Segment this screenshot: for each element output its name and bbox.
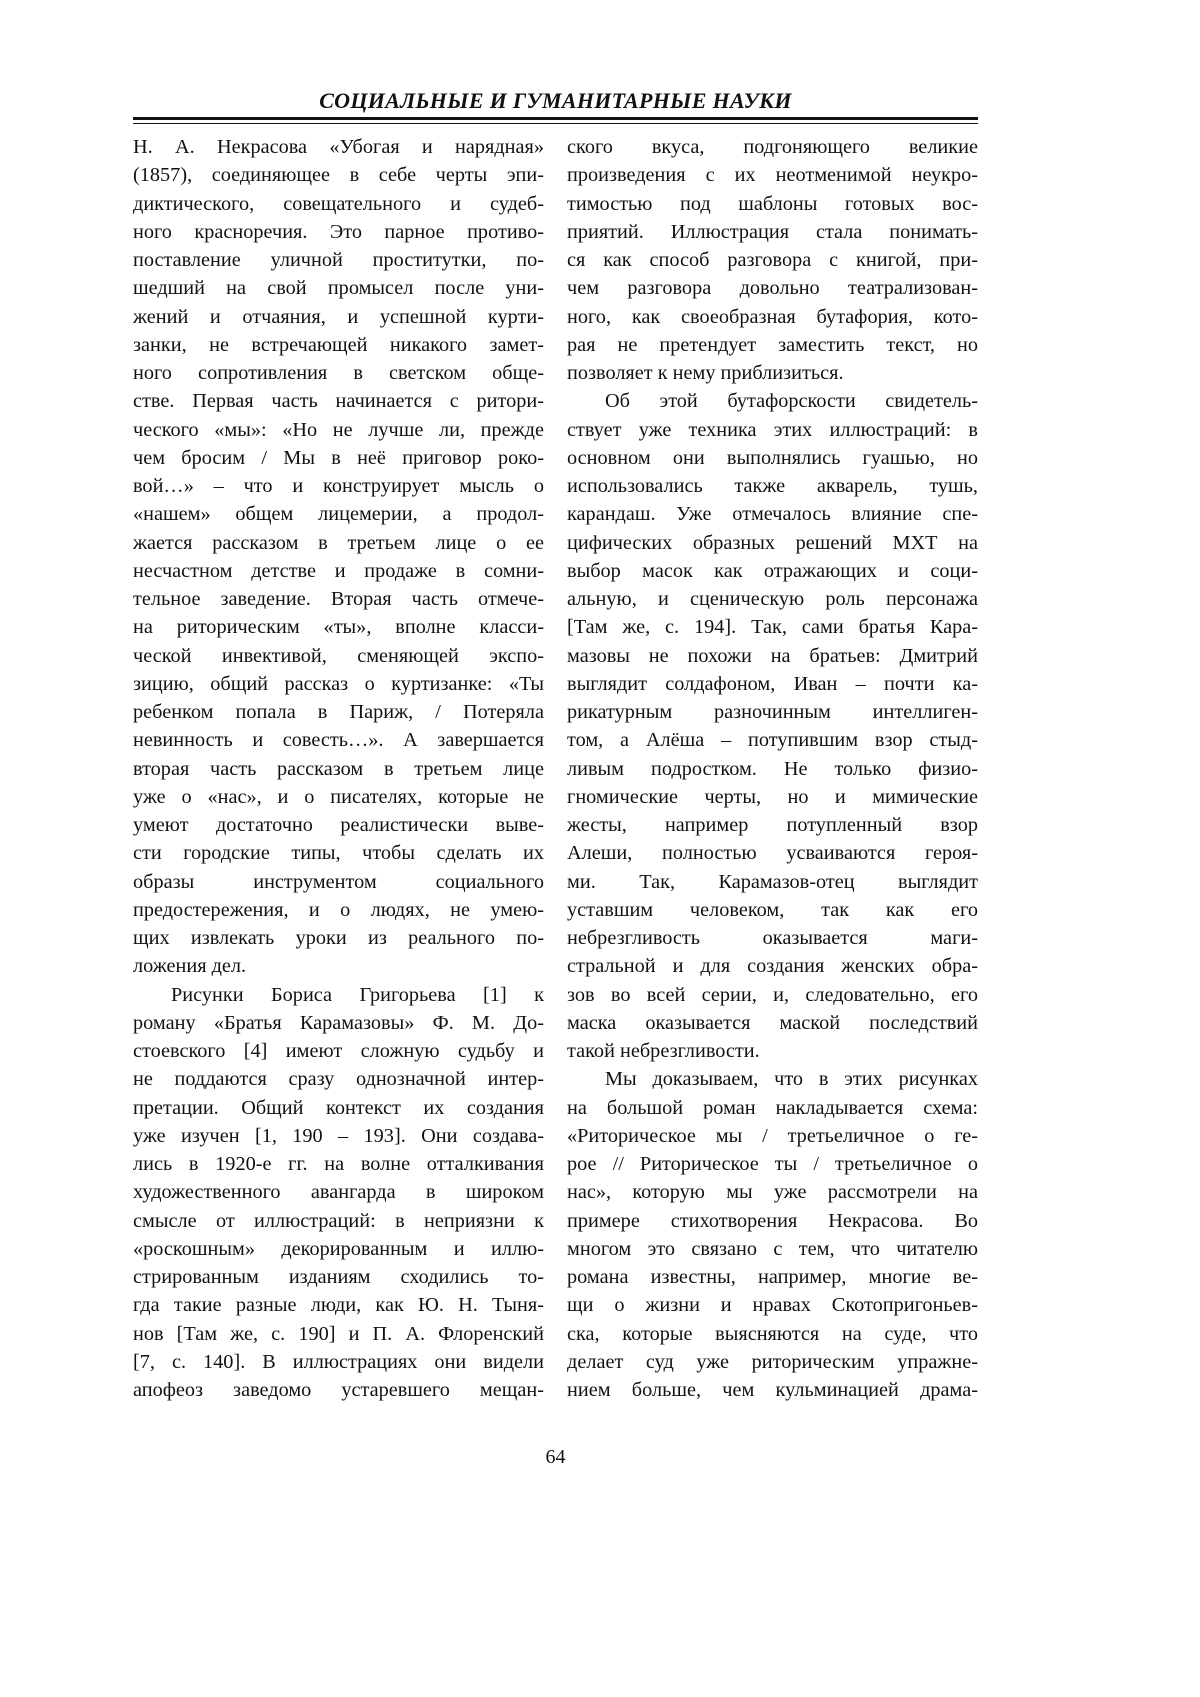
text-line: маска оказывается маской последствий [567, 1009, 978, 1037]
text-line: Рисунки Бориса Григорьева [1] к [133, 981, 544, 1009]
text-line: Н. А. Некрасова «Убогая и нарядная» [133, 133, 544, 161]
text-line: ческого «мы»: «Но не лучше ли, прежде [133, 416, 544, 444]
text-line: альную, и сценическую роль персонажа [567, 585, 978, 613]
text-line: занки, не встречающей никакого замет- [133, 331, 544, 359]
text-line: ствует уже техника этих иллюстраций: в [567, 416, 978, 444]
text-line: ного сопротивления в светском обще- [133, 359, 544, 387]
text-line: использовались также акварель, тушь, [567, 472, 978, 500]
paragraph [567, 387, 978, 1065]
text-line: Алеши, полностью усваиваются героя- [567, 839, 978, 867]
text-line: претации. Общий контекст их создания [133, 1094, 544, 1122]
text-line: щих извлекать уроки из реального по- [133, 924, 544, 952]
text-line: основном они выполнялись гуашью, но [567, 444, 978, 472]
right-column [567, 133, 978, 1404]
text-line: образы инструментом социального [133, 868, 544, 896]
text-line: щи о жизни и нравах Скотопригоньев- [567, 1291, 978, 1319]
text-line: нием больше, чем кульминацией драма- [567, 1376, 978, 1404]
text-line: невинность и совесть…». А завершается [133, 726, 544, 754]
text-line: смысле от иллюстраций: в неприязни к [133, 1207, 544, 1235]
text-line: тельное заведение. Вторая часть отмече- [133, 585, 544, 613]
text-line: выбор масок как отражающих и соци- [567, 557, 978, 585]
text-line: романа известны, например, многие ве- [567, 1263, 978, 1291]
text-line: шедший на свой промысел после уни- [133, 274, 544, 302]
text-line: на большой роман накладывается схема: [567, 1094, 978, 1122]
text-line: стоевского [4] имеют сложную судьбу и [133, 1037, 544, 1065]
text-line: стральной и для создания женских обра- [567, 952, 978, 980]
text-line: выглядит солдафоном, Иван – почти ка- [567, 670, 978, 698]
text-line: зицию, общий рассказ о куртизанке: «Ты [133, 670, 544, 698]
text-line: на риторическим «ты», вполне класси- [133, 613, 544, 641]
text-line: тимостью под шаблоны готовых вос- [567, 190, 978, 218]
text-line: не поддаются сразу однозначной интер- [133, 1065, 544, 1093]
text-line: примере стихотворения Некрасова. Во [567, 1207, 978, 1235]
text-line: ливым подростком. Не только физио- [567, 755, 978, 783]
paragraph [567, 1065, 978, 1404]
text-line: позволяет к нему приблизиться. [567, 359, 978, 387]
text-line: ного, как своеобразная бутафория, кото- [567, 303, 978, 331]
text-line: произведения с их неотменимой неукро- [567, 161, 978, 189]
text-line: такой небрезгливости. [567, 1037, 978, 1065]
text-line: апофеоз заведомо устаревшего мещан- [133, 1376, 544, 1404]
text-line: ребенком попала в Париж, / Потеряла [133, 698, 544, 726]
text-line: диктического, совещательного и судеб- [133, 190, 544, 218]
text-line: предостережения, и о людях, не умею- [133, 896, 544, 924]
text-line: мазовы не похожи на братьев: Дмитрий [567, 642, 978, 670]
text-line: вой…» – что и конструирует мысль о [133, 472, 544, 500]
text-line: ного красноречия. Это парное противо- [133, 218, 544, 246]
text-line: [Там же, с. 194]. Так, сами братья Кара- [567, 613, 978, 641]
text-line: чем бросим / Мы в неё приговор роко- [133, 444, 544, 472]
left-column [133, 133, 544, 1404]
text-line: уставшим человеком, так как его [567, 896, 978, 924]
page-number: 64 [0, 1446, 1111, 1469]
text-line: небрезгливость оказывается маги- [567, 924, 978, 952]
text-line: сти городские типы, чтобы сделать их [133, 839, 544, 867]
text-line: ска, которые выясняются на суде, что [567, 1320, 978, 1348]
text-line: ми. Так, Карамазов-отец выглядит [567, 868, 978, 896]
text-line: ложения дел. [133, 952, 544, 980]
text-line: художественного авангарда в широком [133, 1178, 544, 1206]
text-line: делает суд уже риторическим упражне- [567, 1348, 978, 1376]
text-line: [7, с. 140]. В иллюстрациях они видели [133, 1348, 544, 1376]
text-line: «нашем» общем лицемерии, а продол- [133, 500, 544, 528]
text-line: Мы доказываем, что в этих рисунках [567, 1065, 978, 1093]
text-line: карандаш. Уже отмечалось влияние спе- [567, 500, 978, 528]
text-line: гномические черты, но и мимические [567, 783, 978, 811]
text-line: «роскошным» декорированным и иллю- [133, 1235, 544, 1263]
text-line: ского вкуса, подгоняющего великие [567, 133, 978, 161]
text-line: том, а Алёша – потупившим взор стыд- [567, 726, 978, 754]
text-line: цифических образных решений МХТ на [567, 529, 978, 557]
paragraph [133, 981, 544, 1405]
text-line: ческой инвективой, сменяющей экспо- [133, 642, 544, 670]
text-line: поставление уличной проститутки, по- [133, 246, 544, 274]
paragraph [133, 133, 544, 981]
text-line: вторая часть рассказом в третьем лице [133, 755, 544, 783]
text-line: лись в 1920-е гг. на волне отталкивания [133, 1150, 544, 1178]
text-line: (1857), соединяющее в себе черты эпи- [133, 161, 544, 189]
text-line: рая не претендует заместить текст, но [567, 331, 978, 359]
text-line: нас», которую мы уже рассмотрели на [567, 1178, 978, 1206]
text-line: многом это связано с тем, что читателю [567, 1235, 978, 1263]
text-line: рое // Риторическое ты / третьеличное о [567, 1150, 978, 1178]
text-line: стве. Первая часть начинается с ритори- [133, 387, 544, 415]
text-line: умеют достаточно реалистически выве- [133, 811, 544, 839]
text-line: жается рассказом в третьем лице о ее [133, 529, 544, 557]
text-line: чем разговора довольно театрализован- [567, 274, 978, 302]
text-line: жесты, например потупленный взор [567, 811, 978, 839]
header-double-rule [133, 117, 978, 124]
text-line: жений и отчаяния, и успешной курти- [133, 303, 544, 331]
text-line: ся как способ разговора с книгой, при- [567, 246, 978, 274]
text-line: роману «Братья Карамазовы» Ф. М. До- [133, 1009, 544, 1037]
text-line: нов [Там же, с. 190] и П. А. Флоренский [133, 1320, 544, 1348]
text-line: уже изучен [1, 190 – 193]. Они создава- [133, 1122, 544, 1150]
text-line: несчастном детстве и продаже в сомни- [133, 557, 544, 585]
text-line: «Риторическое мы / третьеличное о ге- [567, 1122, 978, 1150]
text-line: уже о «нас», и о писателях, которые не [133, 783, 544, 811]
running-header: СОЦИАЛЬНЫЕ И ГУМАНИТАРНЫЕ НАУКИ [133, 88, 978, 114]
text-line: приятий. Иллюстрация стала понимать- [567, 218, 978, 246]
paragraph [567, 133, 978, 387]
text-line: стрированным изданиям сходились то- [133, 1263, 544, 1291]
text-line: гда такие разные люди, как Ю. Н. Тыня- [133, 1291, 544, 1319]
text-line: зов во всей серии, и, следовательно, его [567, 981, 978, 1009]
text-line: Об этой бутафорскости свидетель- [567, 387, 978, 415]
text-line: рикатурным разночинным интеллиген- [567, 698, 978, 726]
